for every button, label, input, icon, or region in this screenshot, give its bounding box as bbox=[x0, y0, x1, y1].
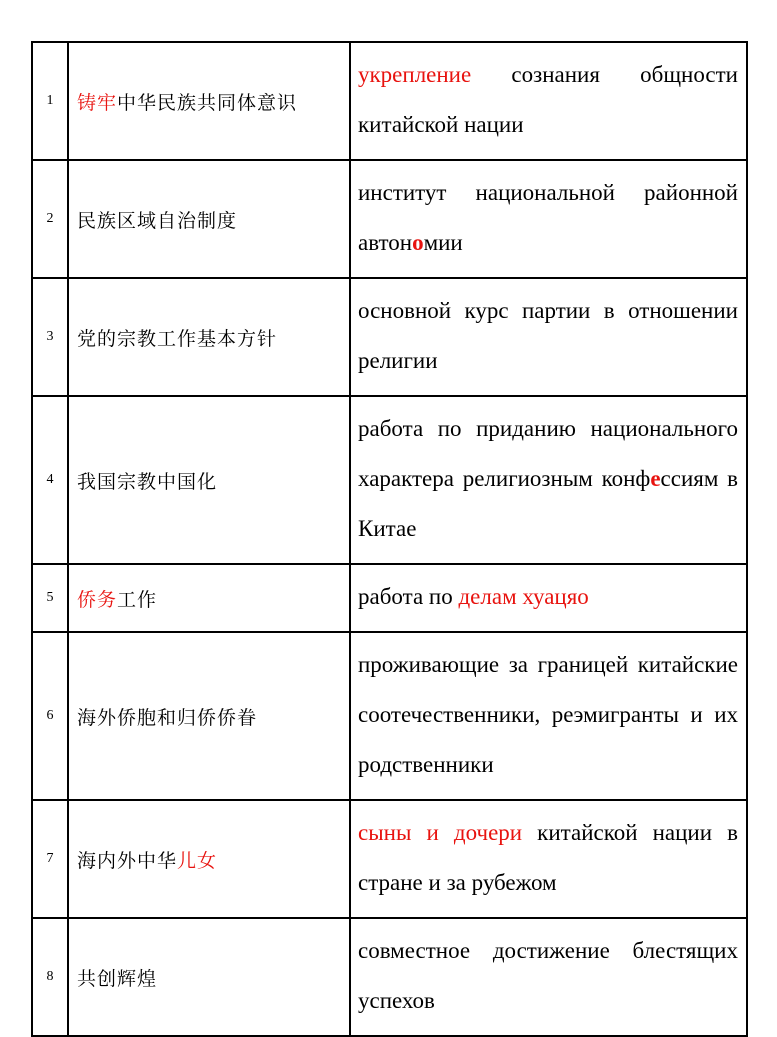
row-number: 4 bbox=[32, 396, 68, 564]
chinese-term bbox=[68, 632, 350, 800]
chinese-term bbox=[68, 396, 350, 564]
translation-fragment: мии bbox=[423, 230, 463, 255]
chinese-term bbox=[68, 564, 350, 632]
russian-translation bbox=[350, 42, 747, 160]
highlighted-translation-fragment: делам хуацяо bbox=[458, 584, 589, 609]
translation-fragment: основной курс партии в отношении религии bbox=[358, 298, 738, 373]
russian-translation bbox=[350, 632, 747, 800]
row-number: 7 bbox=[32, 800, 68, 918]
term-fragment: 中华民族共同体意识 bbox=[117, 91, 298, 114]
glossary-table bbox=[31, 41, 748, 1037]
table-row bbox=[32, 42, 747, 160]
table-row bbox=[32, 278, 747, 396]
glossary-table-body bbox=[32, 42, 747, 1036]
row-number: 6 bbox=[32, 632, 68, 800]
translation-fragment: институт национальной районной автон bbox=[358, 180, 738, 255]
row-number: 1 bbox=[32, 42, 68, 160]
translation-fragment: проживающие за границей китайские соотечественники, реэмигранты и их родственники bbox=[358, 652, 738, 777]
highlighted-translation-fragment: укрепление bbox=[358, 62, 472, 87]
row-number: 5 bbox=[32, 564, 68, 632]
russian-translation bbox=[350, 160, 747, 278]
chinese-term bbox=[68, 278, 350, 396]
translation-fragment: совместное достижение блестящих успехов bbox=[358, 938, 738, 1013]
term-fragment: 民族区域自治制度 bbox=[77, 209, 238, 232]
highlighted-term-fragment: 侨务 bbox=[77, 588, 118, 611]
term-fragment: 工作 bbox=[117, 588, 158, 611]
russian-translation bbox=[350, 278, 747, 396]
chinese-term bbox=[68, 42, 350, 160]
highlighted-translation-fragment: сыны и дочери bbox=[358, 820, 523, 845]
term-fragment: 我国宗教中国化 bbox=[77, 470, 218, 493]
term-fragment: 共创辉煌 bbox=[77, 967, 158, 990]
term-fragment: 海内外中华 bbox=[77, 849, 178, 872]
row-number: 2 bbox=[32, 160, 68, 278]
table-row bbox=[32, 918, 747, 1036]
russian-translation bbox=[350, 918, 747, 1036]
table-row bbox=[32, 800, 747, 918]
russian-translation bbox=[350, 564, 747, 632]
chinese-term bbox=[68, 800, 350, 918]
translation-fragment: работа по приданию национального характера религиозным конф bbox=[358, 416, 738, 491]
table-row bbox=[32, 632, 747, 800]
chinese-term bbox=[68, 160, 350, 278]
russian-translation bbox=[350, 396, 747, 564]
table-row bbox=[32, 160, 747, 278]
translation-fragment: работа по bbox=[358, 584, 459, 609]
translation-fragment: ссиям в Китае bbox=[358, 466, 738, 541]
highlighted-term-fragment: 铸牢 bbox=[77, 91, 118, 114]
table-row bbox=[32, 564, 747, 632]
row-number: 8 bbox=[32, 918, 68, 1036]
term-fragment: 海外侨胞和归侨侨眷 bbox=[77, 706, 258, 729]
table-row bbox=[32, 396, 747, 564]
chinese-term bbox=[68, 918, 350, 1036]
highlighted-translation-fragment: о bbox=[412, 230, 424, 255]
highlighted-translation-fragment: е bbox=[650, 466, 661, 491]
translation-fragment: сознания общности китайской нации bbox=[358, 62, 738, 137]
russian-translation bbox=[350, 800, 747, 918]
translation-fragment: китайской нации в стране и за рубежом bbox=[358, 820, 738, 895]
row-number: 3 bbox=[32, 278, 68, 396]
highlighted-term-fragment: 儿女 bbox=[177, 849, 218, 872]
term-fragment: 党的宗教工作基本方针 bbox=[77, 327, 278, 350]
